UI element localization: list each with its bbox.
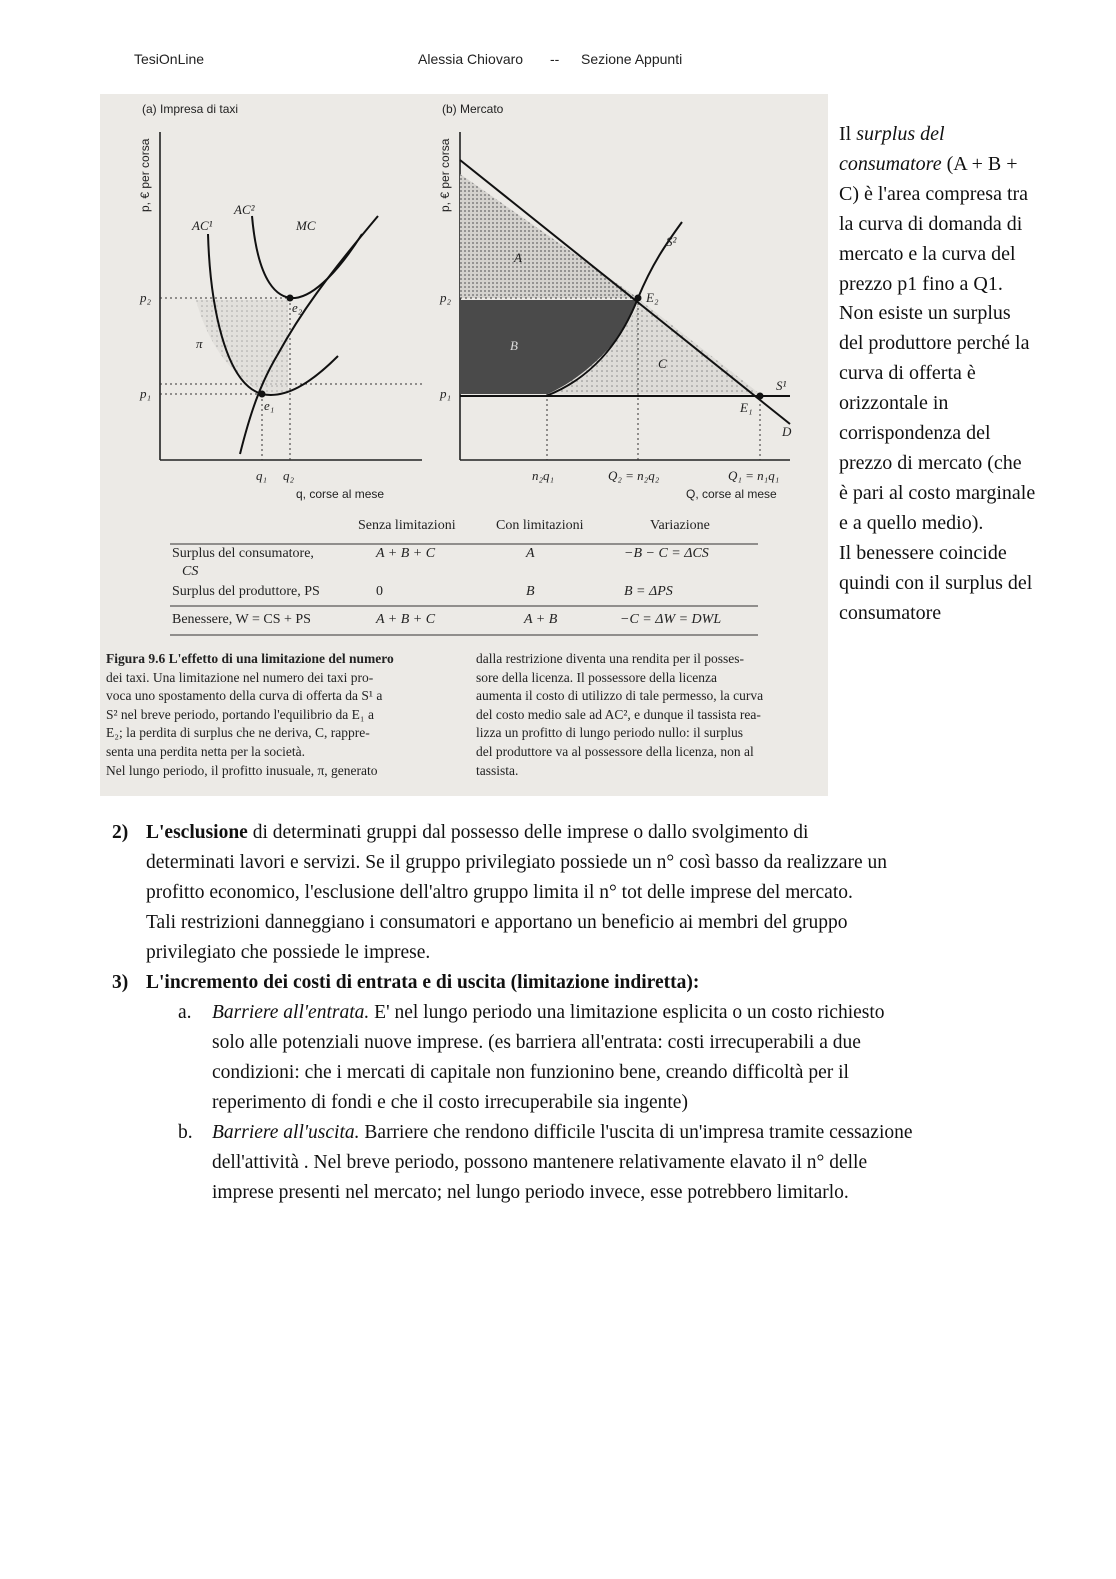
item-2-line: profitto economico, l'esclusione dell'altro gruppo limita il n° tot delle imprese del mercato. [146, 882, 853, 903]
item-a-first-line [112, 998, 1072, 1028]
item-2-line: privilegiato che possiede le imprese. [146, 942, 431, 963]
sidebar-line: Il benessere coincide [839, 541, 1007, 564]
panel-a-ylabel: p, € per corsa [138, 138, 152, 212]
sidebar-line: del produttore perché la [839, 332, 1030, 355]
sidebar-line: orizzontale in [839, 392, 949, 415]
table-row-1-label: Surplus del consumatore, [172, 546, 314, 561]
label-pi: π [196, 336, 203, 351]
caption-left-line: Nel lungo periodo, il profitto inusuale, π, generato [106, 762, 378, 778]
caption-left-line: S² nel breve periodo, portando l'equilibrio da E₁ a [106, 706, 374, 722]
sidebar-line: mercato e la curva del [839, 242, 1016, 265]
sidebar-pre: Il [839, 123, 857, 145]
item-a-text: E' nel lungo periodo una limitazione esplicita o un costo richiesto [369, 1002, 885, 1023]
sidebar-em2: consumatore [839, 152, 942, 175]
caption-right [476, 650, 763, 780]
sidebar-line: quindi con il surplus del [839, 571, 1033, 594]
label-Q2: Q₂ = n₂q₂ [608, 468, 660, 483]
label-s2: S² [666, 234, 677, 249]
caption-right-line: tassista. [476, 762, 519, 778]
caption-right-line: sore della licenza. Il possessore della licenza [476, 669, 718, 685]
sidebar-line: corrispondenza del [839, 422, 991, 445]
caption-left-line: Figura 9.6 L'effetto di una limitazione del numero [106, 651, 394, 666]
panel-b-xlabel: Q, corse al mese [686, 487, 777, 501]
caption-left-line: E₂; la perdita di surplus che ne deriva, C, rappre- [106, 725, 370, 741]
sidebar-line: curva di offerta è [839, 362, 976, 385]
sidebar-line: prezzo p1 fino a Q1. [839, 272, 1003, 295]
point-e1 [259, 391, 266, 398]
item-2-text: di determinati gruppi dal possesso delle imprese o dallo svolgimento di [247, 822, 809, 843]
label-E1: E₁ [740, 400, 753, 415]
table-row-3-c1: A + B + C [376, 612, 436, 627]
table-row-1-c3: −B − C = ΔCS [624, 546, 709, 561]
sidebar-line: consumatore [839, 601, 942, 624]
point-E2 [635, 295, 642, 302]
label-area-c: C [658, 356, 667, 371]
sidebar-line: C) è l'area compresa tra [839, 182, 1029, 205]
item-2-number: 2) [112, 822, 129, 843]
table-header-3: Variazione [650, 518, 710, 533]
caption-right-line: lizza un profitto di lungo periodo nullo: il surplus [476, 725, 743, 741]
item-2-bold: L'esclusione [146, 822, 248, 843]
item-3-line [112, 968, 1072, 998]
item-3-number: 3) [112, 972, 129, 993]
label-q2: q₂ [283, 468, 295, 483]
caption-left-line: voca uno spostamento della curva di offerta da S¹ a [106, 688, 383, 704]
caption-right-line: dalla restrizione diventa una rendita per il posses- [476, 651, 745, 666]
table-row-3-c2: A + B [524, 612, 558, 627]
sidebar-line: è pari al costo marginale [839, 481, 1036, 504]
table-row-2-c1: 0 [376, 584, 383, 599]
item-b-text: Barriere che rendono difficile l'uscita di un'impresa tramite cessazione [359, 1122, 913, 1143]
caption-right-line: aumenta il costo di utilizzo di tale permesso, la curva [476, 688, 764, 704]
item-a-letter: a. [178, 1002, 192, 1023]
figure-scan [100, 94, 828, 796]
header-separator: -- [550, 51, 560, 67]
panel-a-title: (a) Impresa di taxi [142, 102, 239, 116]
label-d: D [782, 424, 792, 439]
label-q1: q₁ [256, 468, 268, 483]
header-author: Alessia Chiovaro [418, 51, 524, 67]
item-2-first-line [112, 818, 1072, 848]
sidebar-line: prezzo di mercato (che [839, 451, 1022, 474]
label-b-p1: p₁ [440, 386, 452, 401]
table-row-3-label: Benessere, W = CS + PS [172, 612, 311, 627]
panel-a-guides [160, 298, 422, 460]
label-Q1: Q₁ = n₁q₁ [728, 468, 780, 483]
item-a-line: reperimento di fondi e che il costo irrecuperabile sia ingente) [212, 1092, 688, 1113]
item-2-line: determinati lavori e servizi. Se il gruppo privilegiato possiede un n° così basso da realizzare un [146, 852, 887, 873]
label-e1: e₁ [264, 398, 275, 413]
area-a [460, 174, 638, 298]
sidebar-line: la curva di domanda di [839, 212, 1023, 235]
caption-left-line: dei taxi. Una limitazione nel numero dei taxi pro- [106, 669, 374, 685]
table-row-1-c2: A [526, 546, 535, 561]
table-header-1: Senza limitazioni [358, 518, 456, 533]
point-E1 [757, 393, 764, 400]
caption-left-line: senta una perdita netta per la società. [106, 743, 306, 759]
table-row-2-label: Surplus del produttore, PS [172, 584, 320, 599]
table-row-1-label2: CS [182, 564, 199, 579]
label-E2: E₂ [646, 290, 659, 305]
item-a-em: Barriere all'entrata. [212, 1002, 370, 1023]
label-ac2: AC² [234, 202, 255, 217]
header-section: Sezione Appunti [581, 51, 683, 67]
header-site: TesiOnLine [134, 51, 205, 67]
panel-b-title: (b) Mercato [442, 102, 504, 116]
item-b-line: dell'attività . Nel breve periodo, possono mantenere relativamente elavato il n° delle [212, 1152, 868, 1173]
item-2-line: Tali restrizioni danneggiano i consumatori e apportano un beneficio ai membri del gruppo [146, 912, 848, 933]
label-e2: e₂ [292, 300, 303, 315]
table-row-1-c1: A + B + C [376, 546, 436, 561]
caption-left [106, 650, 394, 780]
item-a-line: condizioni: che i mercati di capitale non funzionino bene, creando difficoltà per il [212, 1062, 849, 1083]
sidebar-mid1: (A + B + [941, 152, 1018, 175]
label-s1: S¹ [776, 378, 787, 393]
panel-b-ylabel: p, € per corsa [438, 138, 452, 212]
table-row-2-c2: B [526, 584, 535, 599]
item-3-bold: L'incremento dei costi di entrata e di uscita (limitazione indiretta): [146, 972, 700, 993]
item-b-em: Barriere all'uscita. [212, 1122, 360, 1143]
label-area-b: B [510, 338, 518, 353]
sidebar-em1: surplus del [856, 123, 945, 145]
label-n2q1: n₂q₁ [532, 468, 555, 483]
sidebar-line: e a quello medio). [839, 511, 984, 534]
sidebar-note [839, 120, 1079, 628]
item-a-line: solo alle potenziali nuove imprese. (es barriera all'entrata: costi irrecuperabili a due [212, 1032, 861, 1053]
table-row-3-c3: −C = ΔW = DWL [620, 612, 722, 627]
item-b-letter: b. [178, 1122, 193, 1143]
sidebar-line: Non esiste un surplus [839, 302, 1011, 325]
label-area-a: A [514, 250, 522, 265]
panel-a-xlabel: q, corse al mese [296, 487, 385, 501]
item-b-first-line [112, 1118, 1072, 1148]
caption-right-line: del produttore va al possessore della licenza, non al [476, 743, 754, 759]
caption-right-line: del costo medio sale ad AC², e dunque il tassista rea- [476, 706, 761, 722]
body-list [112, 818, 1072, 1208]
label-a-p2: p₂ [140, 290, 152, 305]
table-row-2-c3: B = ΔPS [624, 584, 673, 599]
label-b-p2: p₂ [440, 290, 452, 305]
label-a-p1: p₁ [140, 386, 152, 401]
table-header-2: Con limitazioni [496, 518, 584, 533]
item-b-line: imprese presenti nel mercato; nel lungo periodo invece, esse potrebbero limitarlo. [212, 1182, 849, 1203]
label-ac1: AC¹ [192, 218, 213, 233]
label-mc: MC [296, 218, 316, 233]
